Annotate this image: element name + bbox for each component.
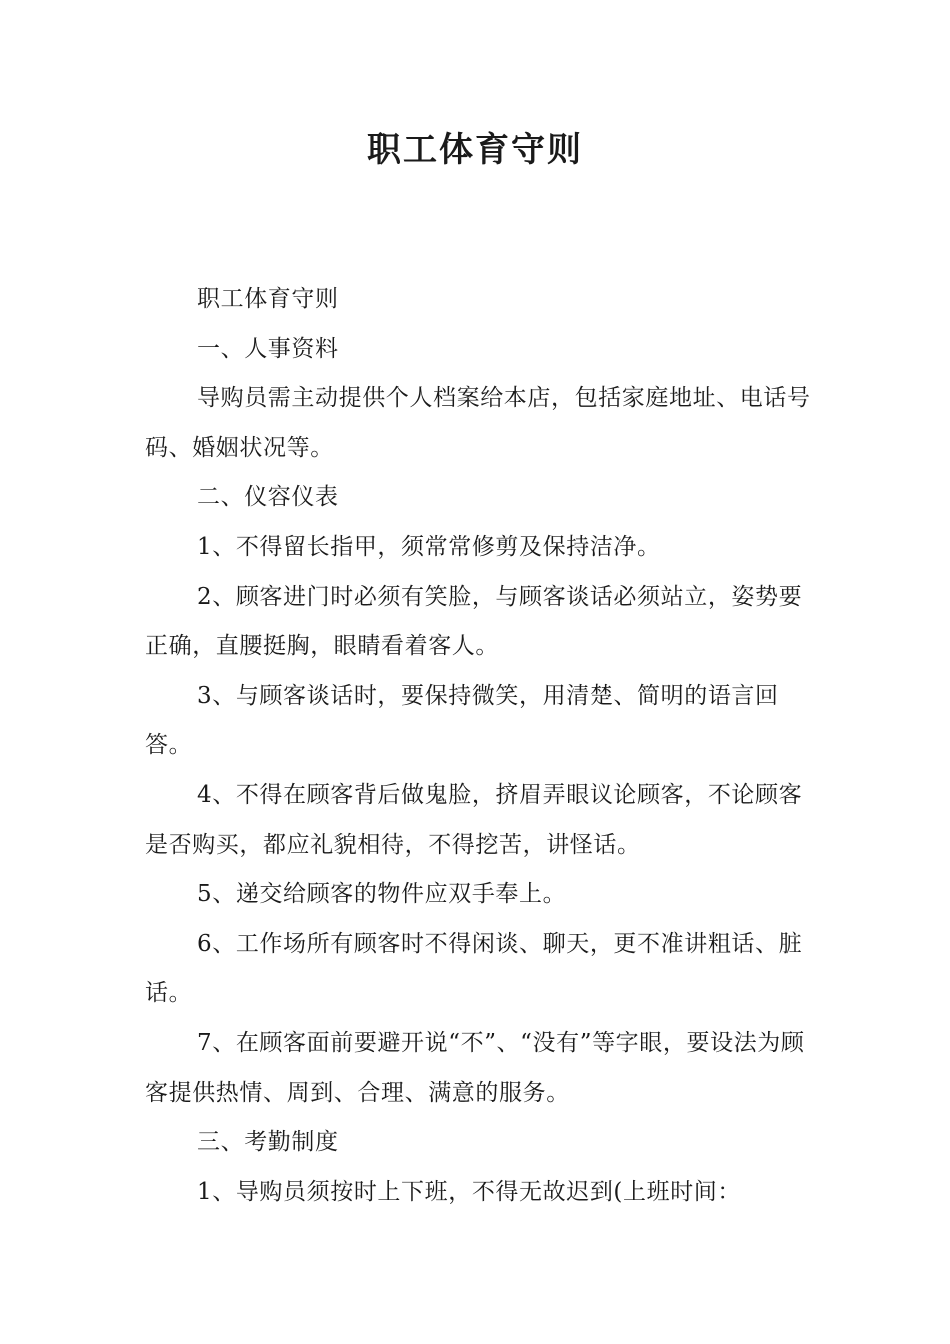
section-heading: 三、考勤制度	[197, 1129, 339, 1156]
list-item: 6、工作场所有顾客时不得闲谈、聊天，更不准讲粗话、脏话。	[145, 930, 803, 1007]
section-heading: 二、仪容仪表	[197, 484, 339, 511]
list-item: 7、在顾客面前要避开说“不”、“没有”等字眼，要设法为顾客提供热情、周到、合理、满意的服务。	[145, 1029, 805, 1106]
list-item: 1、不得留长指甲，须常常修剪及保持洁净。	[197, 533, 661, 560]
section-heading: 一、人事资料	[197, 335, 339, 362]
list-item: 4、不得在顾客背后做鬼脸，挤眉弄眼议论顾客，不论顾客是否购买，都应礼貌相待，不得挖苦，讲怪话。	[145, 781, 803, 858]
list-item: 2、顾客进门时必须有笑脸，与顾客谈话必须站立，姿势要正确，直腰挺胸，眼睛看着客人。	[145, 583, 803, 660]
paragraph: 职工体育守则	[197, 286, 339, 312]
list-item: 1、导购员须按时上下班，不得无故迟到(上班时间：	[197, 1178, 742, 1205]
paragraph: 导购员需主动提供个人档案给本店，包括家庭地址、电话号码、婚姻状况等。	[145, 385, 811, 461]
document-title: 职工体育守则	[367, 130, 583, 170]
list-item: 5、递交给顾客的物件应双手奉上。	[197, 881, 567, 908]
list-item: 3、与顾客谈话时，要保持微笑，用清楚、简明的语言回答。	[145, 682, 779, 759]
document-body	[145, 275, 825, 1217]
